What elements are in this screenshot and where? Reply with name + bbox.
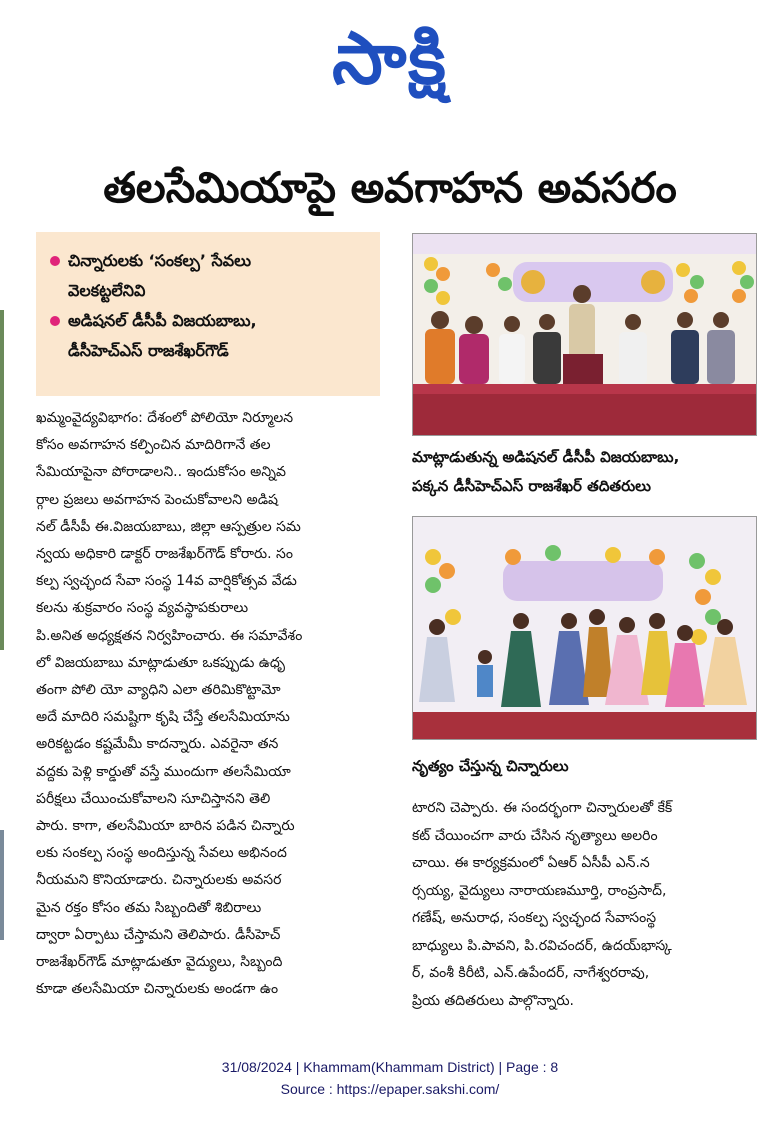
adjacent-article-edge (0, 230, 4, 1010)
body-text-line: లో విజయబాబు మాట్లాడుతూ ఒకప్పుడు ఉధృ (36, 654, 286, 671)
highlight-item (50, 246, 368, 306)
body-text-line: బాధ్యులు పి.పావని, పి.రవిచందర్, ఉదయ్‌భాస్క (412, 937, 672, 954)
article-body-left-column (36, 405, 382, 1035)
body-text-line: కల్ప స్వచ్ఛంద సేవా సంస్థ 14వ వార్షికోత్సవ వేడు (36, 573, 297, 590)
page-footer (0, 1056, 780, 1100)
photo-speakers-on-stage (412, 233, 757, 436)
photo-children-dancing (412, 516, 757, 740)
caption-line: పక్కన డీసీహెచ్‌ఎస్ రాజశేఖర్ తదితరులు (412, 477, 651, 495)
body-text-line: ర్సయ్య, వైద్యులు నారాయణమూర్తి, రాంప్రసాద్, (412, 882, 667, 899)
body-text-line: లకు సంకల్ప సంస్థ అందిస్తున్న సేవలు అభినంద (36, 845, 287, 862)
highlight-item (50, 306, 368, 366)
highlight-line: చిన్నారులకు ‘సంకల్ప’ సేవలు (68, 251, 251, 270)
body-text-line: గణేష్, అనురాధ, సంకల్ప స్వచ్ఛంద సేవాసంస్థ (412, 910, 657, 926)
article-headline: తలసేమియాపై అవగాహన అవసరం (103, 163, 677, 212)
body-text-line: వద్దకు పెళ్లి కార్డుతో వస్తే ముందుగా తలసేమియా (36, 763, 291, 780)
body-text-line: న్వయ అధికారి డాక్టర్ రాజశేఖర్‌గౌడ్ కోరారు. సం (36, 546, 293, 563)
highlight-line: వెలకట్టలేనివి (68, 281, 146, 300)
bullet-icon (50, 256, 60, 266)
body-text-line: ర్, వంశీ కిరీటి, ఎన్.ఉపేందర్, నాగేశ్వరరావు, (412, 965, 650, 981)
body-text-line: ప్రియ తదితరులు పాల్గొన్నారు. (412, 992, 575, 1009)
body-text-line: చాయి. ఈ కార్యక్రమంలో ఏఆర్ ఏసీపీ ఎన్.న (412, 855, 650, 871)
photo2-caption (412, 752, 758, 781)
photo1-caption (412, 443, 758, 501)
body-text-line: పి.అనిత అధ్యక్షతన నిర్వహించారు. ఈ సమావేశం (36, 627, 303, 644)
body-text-line: కలను శుక్రవారం సంస్థ వ్యవస్థాపకురాలు (36, 600, 249, 617)
body-text-line: కూడా తలసేమియా చిన్నారులకు అండగా ఉం (36, 981, 279, 998)
body-text-line: మైన రక్తం కోసం తమ సిబ్బందితో శిబిరాలు (36, 899, 262, 916)
body-text-line: అరికట్టడం కష్టమేమీ కాదన్నారు. ఎవరైనా తన (36, 736, 279, 753)
caption-line: నృత్యం చేస్తున్న చిన్నారులు (412, 757, 569, 775)
body-text-line: టారని చెప్పారు. ఈ సందర్భంగా చిన్నారులతో కేక్ (412, 800, 673, 816)
body-text-line: రాజశేఖర్‌గౌడ్ మాట్లాడుతూ వైద్యులు, సిబ్బంది (36, 954, 283, 971)
newspaper-logo: సాక్షి (332, 16, 448, 100)
bullet-icon (50, 316, 60, 326)
body-text-line: తంగా పోలి యో వ్యాధిని ఎలా తరిమికొట్టామో (36, 682, 281, 699)
caption-line: మాట్లాడుతున్న అడిషనల్ డీసీపీ విజయబాబు, (412, 448, 680, 466)
highlight-line: అడిషనల్ డీసీపీ విజయబాబు, (68, 311, 257, 330)
footer-date-edition: 31/08/2024 | Khammam(Khammam District) | Page : 8 (221, 1059, 559, 1075)
body-text-line: నల్ డీసీపీ ఈ.విజయబాబు, జిల్లా ఆస్పత్రుల సమ (36, 518, 301, 535)
body-text-line: ర్గాల ప్రజలు అవగాహన పెంచుకోవాలని అడిష (36, 491, 279, 508)
footer-source: Source : https://epaper.sakshi.com/ (280, 1081, 500, 1097)
body-text-line: కట్ చేయించగా వారు చేసిన నృత్యాలు అలరిం (412, 827, 658, 844)
highlights-box (36, 232, 380, 396)
body-text-line: సేమియాపైనా పోరాడాలని.. ఇందుకోసం అన్నివ (36, 464, 286, 481)
body-text-line: అదే మాదిరి సమష్టిగా కృషి చేస్తే తలసేమియాను (36, 709, 290, 726)
body-text-line: ద్వారా ఏర్పాటు చేస్తామని తెలిపారు. డీసీహెచ్ (36, 926, 281, 943)
body-text-line: నీయమని కొనియాడారు. చిన్నారులకు అవసర (36, 872, 282, 889)
article-body-right-column (412, 795, 758, 1015)
body-text-line: పరీక్షలు చేయించుకోవాలని సూచిస్తానని తెలి (36, 790, 271, 807)
body-text-line: పారు. కాగా, తలసేమియా బారిన పడిన చిన్నారు (36, 818, 295, 835)
body-text-line: కోసం అవగాహన కల్పించిన మాదిరిగానే తల (36, 437, 271, 454)
body-text-line: ఖమ్మంవైద్యవిభాగం: దేశంలో పోలియో నిర్మూలన (36, 410, 294, 426)
highlight-line: డీసీహెచ్‌ఎస్ రాజశేఖర్‌గౌడ్ (68, 341, 229, 360)
